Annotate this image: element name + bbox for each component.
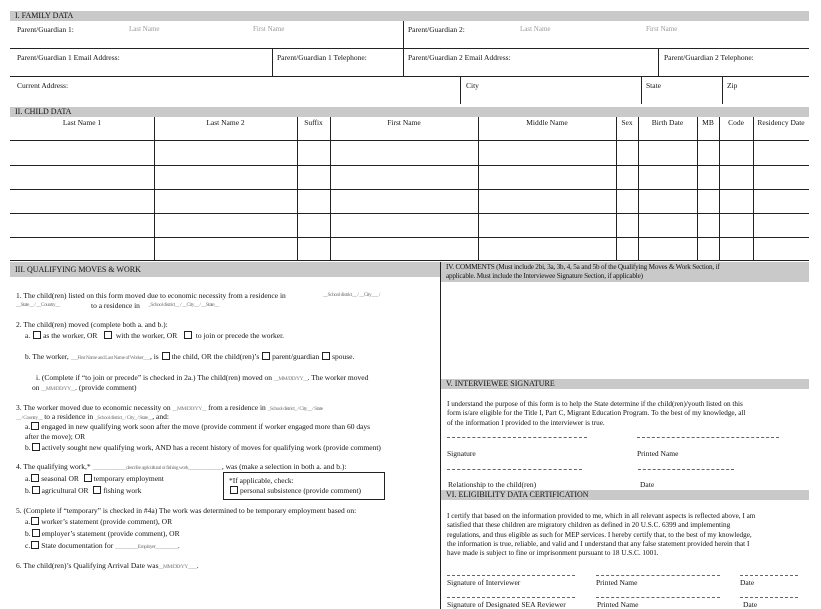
q2b-parent-checkbox[interactable] <box>262 352 270 360</box>
q1-from-field-2[interactable]: __State__ / __Country__ <box>16 302 60 308</box>
q2b-spouse-checkbox[interactable] <box>322 352 330 360</box>
q1-from-field[interactable]: __School district__ / __City___ / <box>323 292 380 298</box>
col-header-birth-date: Birth Date <box>651 118 684 127</box>
interviewee-statement: I understand the purpose of this form is to help the State determine if the child(ren)/youth listed on this form is/are eligible for the Title I, Part C, Migrant Education Program. To the best of my knowledge, all of the information I provided to the interviewer is true. <box>447 400 746 427</box>
child-data-title: II. CHILD DATA <box>15 107 72 116</box>
q2i-child-move-date[interactable]: __MM/DD/YY__ <box>273 376 308 382</box>
certification-statement: I certify that based on the information provided to me, which in all relevant aspects is reflected above, I am satisfied that these children are migratory children as defined in 20 U.S.C. 6399 and implementing regulations, and thus eligible as such for MEP services. I hereby certify that, to the best of my knowledge, the information is true, reliable, and valid and I understand that any false statement provided herein that I have made is subject to fine or imprisonment pursuant to 18 U.S.C. 1001. <box>447 512 756 558</box>
q3-row-2: __ / Country__ to a residence in _School district_ / City_ / State__, and: <box>16 412 169 421</box>
q5b-row: b. employer’s statement (provide comment), OR <box>25 529 180 538</box>
pg2-first-name-field[interactable]: First Name <box>646 25 678 33</box>
certification-title: VI. ELIGIBILITY DATA CERTIFICATION <box>446 490 589 499</box>
divider <box>460 76 461 104</box>
q1-to-field[interactable]: _School district__ / __City__ / __State__ <box>148 302 219 308</box>
city-field[interactable]: City <box>466 81 479 90</box>
pg2-last-name-field[interactable]: Last Name <box>520 25 551 33</box>
table-row-line <box>10 260 809 261</box>
table-row-line <box>10 237 809 238</box>
table-col-line <box>616 117 617 260</box>
q3a-row: a. engaged in new qualifying work soon after the move (provide comment if worker engaged more than 60 days <box>25 422 371 431</box>
q5-text: 5. (Complete if “temporary” is checked in #4a) The work was determined to be temporary employment based on: <box>16 506 357 515</box>
child-data-header <box>10 107 809 117</box>
q1-to-text: to a residence in <box>91 301 140 310</box>
fishing-checkbox[interactable] <box>93 486 101 494</box>
divider <box>403 21 404 76</box>
q2a-as-worker-checkbox[interactable] <box>33 331 41 339</box>
interviewer-date-label: Date <box>740 578 755 587</box>
table-col-line <box>719 117 720 260</box>
q2a-row: a. as the worker, OR with the worker, OR to join or precede the worker. <box>25 331 285 340</box>
q4a-row: a. seasonal OR temporary employment <box>25 474 164 483</box>
seasonal-checkbox[interactable] <box>31 474 39 482</box>
table-col-line <box>697 117 698 260</box>
pg1-phone-field[interactable]: Parent/Guardian 1 Telephone: <box>277 53 367 62</box>
comments-title-line2: applicable. Must include the Interviewee Signature Section, if applicable) <box>446 272 643 280</box>
divider <box>10 76 809 77</box>
sea-reviewer-signature-label: Signature of Designated SEA Reviewer <box>447 600 566 609</box>
table-row-line <box>10 189 809 190</box>
q2i-worker-move-date[interactable]: __MM/DD/YY__ <box>41 386 76 392</box>
worker-name-field[interactable]: ___First Name and Last Name of Worker___ <box>70 355 150 361</box>
col-header-middle-name: Middle Name <box>526 118 568 127</box>
q3a-checkbox[interactable] <box>31 422 39 430</box>
col-header-first-name: First Name <box>387 118 421 127</box>
col-header-sex: Sex <box>621 118 633 127</box>
table-col-line <box>753 117 754 260</box>
interviewer-date-line[interactable] <box>740 575 798 576</box>
table-col-line <box>478 117 479 260</box>
q2a-join-worker-checkbox[interactable] <box>184 331 192 339</box>
q5a-row: a. worker’s statement (provide comment), OR <box>25 517 173 526</box>
q2a-with-worker-checkbox[interactable] <box>104 331 112 339</box>
col-header-mb: MB <box>702 118 714 127</box>
state-field[interactable]: State <box>646 81 661 90</box>
pg2-label: Parent/Guardian 2: <box>408 25 465 34</box>
pg2-email-field[interactable]: Parent/Guardian 2 Email Address: <box>408 53 511 62</box>
current-address-field[interactable]: Current Address: <box>17 81 69 90</box>
temporary-checkbox[interactable] <box>84 474 92 482</box>
state-documentation-checkbox[interactable] <box>31 541 39 549</box>
relationship-label: Relationship to the child(ren) <box>448 480 537 489</box>
q3b-checkbox[interactable] <box>32 443 40 451</box>
sea-date-label: Date <box>743 600 758 609</box>
col-header-code: Code <box>728 118 744 127</box>
table-col-line <box>638 117 639 260</box>
pg1-label: Parent/Guardian 1: <box>17 25 74 34</box>
interviewee-date-line[interactable] <box>638 469 734 470</box>
relationship-line[interactable] <box>447 469 582 470</box>
interviewee-signature-title: V. INTERVIEWEE SIGNATURE <box>446 379 555 388</box>
q2i-row: i. (Complete if “to join or precede” is checked in 2a.) The child(ren) moved on __MM/DD/YY__. The worker moved <box>36 373 369 382</box>
divider <box>272 48 273 76</box>
q2b-row: b. The worker, ___First Name and Last Name of Worker___, is the child, OR the child(ren)’s parent/guardian spouse. <box>25 352 355 361</box>
q3-move-date[interactable]: __MM/DD/YY__ <box>172 406 207 412</box>
comments-textarea[interactable] <box>441 283 809 377</box>
pg2-phone-field[interactable]: Parent/Guardian 2 Telephone: <box>664 53 754 62</box>
comments-title-line1: IV. COMMENTS (Must include 2bi, 3a, 3b, 4, 5a and 5b of the Qualifying Moves & Work Section, if <box>446 263 720 271</box>
q2b-is-child-checkbox[interactable] <box>162 352 170 360</box>
printed-name-line[interactable] <box>637 437 779 438</box>
pg1-email-field[interactable]: Parent/Guardian 1 Email Address: <box>17 53 120 62</box>
q3-to-field[interactable]: _School district_ / City_ / State__ <box>95 415 153 421</box>
personal-subsistence-checkbox[interactable] <box>230 486 238 494</box>
interviewer-printed-name-line[interactable] <box>596 575 720 576</box>
sea-printed-name-line[interactable] <box>596 597 720 598</box>
sea-reviewer-signature-line[interactable] <box>447 597 575 598</box>
agricultural-checkbox[interactable] <box>32 486 40 494</box>
qualifying-work-field[interactable]: _______________describe agricultural or fishing work_______________ <box>92 465 222 471</box>
qualifying-moves-header <box>10 262 440 277</box>
employer-field[interactable]: __________Employer__________ <box>115 544 178 550</box>
q3b-row: b. actively sought new qualifying work, AND has a recent history of moves for qualifying work (provide comment) <box>25 443 381 452</box>
certification-header <box>441 490 809 500</box>
signature-label: Signature <box>447 449 476 458</box>
q2i-row-2: on __MM/DD/YY__. (provide comment) <box>32 383 137 392</box>
q3-from-country[interactable]: __ / Country__ <box>16 415 43 421</box>
printed-name-label: Printed Name <box>637 449 679 458</box>
divider <box>641 76 642 104</box>
q3-row: 3. The worker moved due to economic necessity on __MM/DD/YY__ from a residence in _School district_ / City__ / State <box>16 403 323 412</box>
family-data-header <box>10 11 809 21</box>
divider <box>10 48 809 49</box>
interviewer-signature-line[interactable] <box>447 575 575 576</box>
subsistence-box-title: *If applicable, check: <box>229 476 294 485</box>
q2-text: 2. The child(ren) moved (complete both a. and b.): <box>16 320 168 329</box>
table-col-line <box>154 117 155 260</box>
subsistence-box <box>223 472 385 500</box>
sea-printed-name-label: Printed Name <box>597 600 639 609</box>
q4b-row: b. agricultural OR fishing work <box>25 486 142 495</box>
col-header-residency-date: Residency Date <box>757 118 805 127</box>
interviewee-date-label: Date <box>640 480 655 489</box>
zip-field[interactable]: Zip <box>727 81 738 90</box>
interviewer-signature-label: Signature of Interviewer <box>447 578 521 587</box>
interviewer-printed-name-label: Printed Name <box>596 578 638 587</box>
worker-statement-checkbox[interactable] <box>31 517 39 525</box>
divider <box>722 76 723 104</box>
table-row-line <box>10 140 809 141</box>
col-header-suffix: Suffix <box>304 118 323 127</box>
pg1-last-name-field[interactable]: Last Name <box>129 25 160 33</box>
table-row-line <box>10 165 809 166</box>
interviewee-signature-header <box>441 379 809 389</box>
col-header-last-name-2: Last Name 2 <box>206 118 245 127</box>
divider <box>658 48 659 76</box>
arrival-date-field[interactable]: __MM/DD/YY____ <box>158 564 197 570</box>
q5c-row: c. State documentation for __________Employer__________. <box>25 541 180 550</box>
q3a-text-2: after the move); OR <box>25 432 86 441</box>
table-col-line <box>330 117 331 260</box>
pg1-first-name-field[interactable]: First Name <box>253 25 285 33</box>
qualifying-moves-title: III. QUALIFYING MOVES & WORK <box>15 265 141 274</box>
table-row-line <box>10 213 809 214</box>
q4-row: 4. The qualifying work,* _______________describe agricultural or fishing work_______________, was (make a selection in both a. and b.): <box>16 462 347 471</box>
subsistence-row: personal subsistence (provide comment) <box>229 486 361 495</box>
q1-text: 1. The child(ren) listed on this form moved due to economic necessity from a residence in <box>16 291 286 300</box>
sea-date-line[interactable] <box>740 597 798 598</box>
employer-statement-checkbox[interactable] <box>32 529 40 537</box>
comments-header <box>441 262 809 282</box>
signature-line[interactable] <box>447 437 587 438</box>
col-header-last-name-1: Last Name 1 <box>62 118 102 127</box>
q3-from-field[interactable]: _School district_ / City__ / State <box>267 406 323 412</box>
table-col-line <box>297 117 298 260</box>
family-data-title: I. FAMILY DATA <box>15 11 74 20</box>
q6-row: 6. The child(ren)’s Qualifying Arrival Date was__MM/DD/YY____. <box>16 561 199 570</box>
